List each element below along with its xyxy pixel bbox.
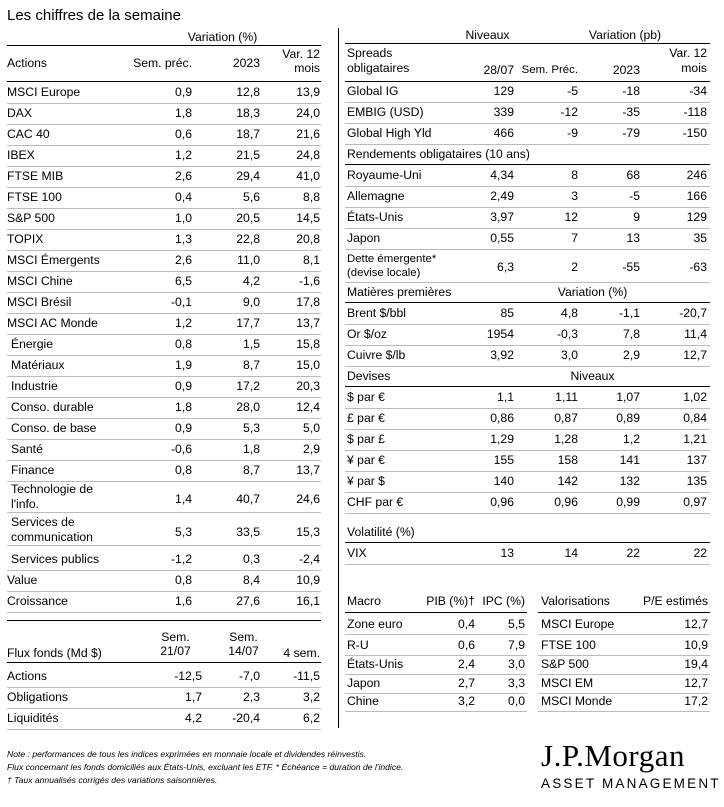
cell-ytd: 5,3 (243, 421, 260, 435)
cell-12m: 20,8 (296, 232, 320, 246)
cell-ytd: 8,4 (243, 573, 260, 587)
cell-week: 8 (571, 168, 578, 182)
row-label: MSCI EM (541, 676, 594, 690)
cell-week: 0,8 (175, 337, 192, 351)
cell-week: 142 (557, 474, 578, 488)
row-label: Zone euro (347, 617, 403, 631)
cell-12m: 13,9 (296, 85, 320, 99)
cell-pe: 10,9 (684, 638, 708, 652)
cell-ytd: 1,8 (243, 442, 260, 456)
cell-12m: -150 (682, 126, 707, 140)
cell-week: -9 (567, 126, 578, 140)
cell-12m: 13,7 (296, 316, 320, 330)
cell-week: 2,6 (175, 253, 192, 267)
cell-12m: 21,6 (296, 127, 320, 141)
jpmorgan-logo (541, 738, 721, 791)
cell-value: 4,2 (185, 711, 202, 725)
row-label: MSCI Monde (541, 694, 613, 708)
cell-week: 2 (571, 260, 578, 274)
cell-12m: -1,6 (298, 274, 320, 288)
row-divider (345, 674, 527, 675)
cell-level: 4,34 (490, 168, 514, 182)
row-label: $ par € (347, 390, 385, 404)
cell-week: 14 (564, 546, 578, 560)
cell-week: 1,9 (175, 358, 192, 372)
cell-ytd: -5 (629, 189, 640, 203)
row-label: FTSE MIB (7, 169, 64, 183)
cell-week: 1,4 (175, 492, 192, 506)
row-label: IBEX (7, 148, 35, 162)
row-label: Services publics (11, 552, 100, 566)
cell-week: 0,96 (554, 495, 578, 509)
cell-week: -0,3 (556, 327, 578, 341)
logo-sub: ASSET MANAGEMENT (541, 776, 721, 791)
cell-12m: 137 (686, 453, 707, 467)
cell-week: -0,1 (170, 295, 192, 309)
valorisations-col-pe: P/E estimés (642, 594, 708, 608)
cell-12m: 24,6 (296, 492, 320, 506)
cell-ytd: 2,9 (623, 348, 640, 362)
col-header-week: Sem. Préc. (521, 64, 578, 76)
cell-ytd: 8,7 (243, 358, 260, 372)
cell-pe: 17,2 (684, 694, 708, 708)
valorisations-col-label: Valorisations (541, 594, 610, 608)
cell-level: 3,97 (490, 210, 514, 224)
cell-12m: 5,0 (303, 421, 320, 435)
cell-week: 2,6 (175, 169, 192, 183)
cell-ytd: 4,2 (243, 274, 260, 288)
cell-level: 2,49 (490, 189, 514, 203)
cell-level: 0,96 (490, 495, 514, 509)
row-label: MSCI Europe (7, 85, 81, 99)
cell-week: 1,28 (554, 432, 578, 446)
spreads-col-label: Spreads obligataires (347, 46, 410, 75)
cell-ytd: 18,7 (236, 127, 260, 141)
row-label: Value (7, 573, 38, 587)
row-label: TOPIX (7, 232, 44, 246)
variation-pb-header: Variation (pb) (588, 28, 662, 42)
cell-12m: 17,8 (296, 295, 320, 309)
cell-ytd: 0,99 (616, 495, 640, 509)
cell-12m: 8,8 (303, 190, 320, 204)
col-header-ytd: 2023 (612, 63, 640, 77)
cell-pib: 2,4 (458, 657, 475, 671)
cell-pib: 3,2 (458, 694, 475, 708)
cell-week: 6,5 (175, 274, 192, 288)
row-label: Services de communication (11, 515, 93, 544)
cell-12m: 20,3 (296, 379, 320, 393)
cell-ytd: 5,6 (243, 190, 260, 204)
cell-ipc: 3,0 (508, 657, 525, 671)
row-label: Allemagne (347, 189, 405, 203)
cell-ytd: -55 (622, 260, 640, 274)
cell-week: 0,9 (175, 379, 192, 393)
row-label: Cuivre $/lb (347, 348, 406, 362)
row-label: Royaume-Uni (347, 168, 422, 182)
cell-ytd: 21,5 (236, 148, 260, 162)
cell-week: 0,9 (175, 85, 192, 99)
cell-ytd: 1,5 (243, 337, 260, 351)
cell-12m: 41,0 (296, 169, 320, 183)
row-label: ¥ par $ (347, 474, 385, 488)
row-divider (345, 634, 527, 635)
cell-week: -5 (567, 84, 578, 98)
cell-week: 1,11 (555, 390, 578, 404)
cell-12m: 12,7 (683, 348, 707, 362)
cell-value: 6,2 (303, 711, 320, 725)
cell-value: -7,0 (238, 669, 260, 683)
cell-value: -12,5 (174, 669, 202, 683)
cell-week: 1,6 (175, 594, 192, 608)
row-label: Chine (347, 694, 379, 708)
col-header-12m: Var. 12 mois (669, 46, 707, 75)
cell-week: 0,6 (175, 127, 192, 141)
cell-12m: 12,4 (296, 400, 320, 414)
row-label: $ par £ (347, 432, 385, 446)
cell-ytd: 20,5 (236, 211, 260, 225)
cell-12m: 24,0 (296, 106, 320, 120)
cell-level: 3,92 (490, 348, 514, 362)
cell-12m: 10,9 (296, 573, 320, 587)
cell-value: -20,4 (232, 711, 260, 725)
cell-level: 339 (493, 105, 514, 119)
footnote: Flux concernant les fonds domiciliés aux États-Unis, excluant les ETF. * Échéance = duration de l'indice. (7, 762, 404, 772)
cell-12m: 135 (686, 474, 707, 488)
cell-ytd: 9,0 (243, 295, 260, 309)
section-header: Matières premières (347, 285, 452, 299)
cell-week: 0,9 (175, 421, 192, 435)
cell-ytd: -1,1 (618, 306, 640, 320)
row-divider (538, 634, 710, 635)
cell-ytd: 141 (619, 453, 640, 467)
cell-week: 3,0 (561, 348, 578, 362)
cell-pib: 2,7 (458, 676, 475, 690)
row-label: R-U (347, 638, 369, 652)
cell-week: 1,8 (175, 400, 192, 414)
flux-col2-header: Sem. 14/07 (228, 630, 259, 658)
actions-col-label: Actions (7, 56, 47, 70)
row-label: £ par € (347, 411, 385, 425)
cell-week: 1,2 (175, 316, 192, 330)
footnotes (7, 748, 403, 787)
row-label: Actions (7, 669, 47, 683)
cell-12m: 2,9 (303, 442, 320, 456)
col-header-level: 28/07 (483, 63, 514, 77)
macro-col-label: Macro (347, 594, 381, 608)
row-label: Dette émergente* (devise locale) (347, 253, 437, 279)
cell-value: 3,2 (303, 690, 320, 704)
divider (345, 612, 527, 613)
cell-12m: 15,3 (296, 525, 320, 539)
cell-ytd: 18,3 (236, 106, 260, 120)
cell-12m: 22 (693, 546, 707, 560)
row-label: Santé (11, 442, 43, 456)
row-label: S&P 500 (7, 211, 55, 225)
variation-group-header: Variation (%) (187, 30, 258, 44)
cell-level: 1,29 (490, 432, 514, 446)
cell-12m: 13,7 (296, 463, 320, 477)
row-label: S&P 500 (541, 657, 589, 671)
cell-12m: 35 (693, 231, 707, 245)
cell-pib: 0,6 (458, 638, 475, 652)
cell-ytd: 22,8 (236, 232, 260, 246)
row-label: Obligations (7, 690, 68, 704)
row-label: Finance (11, 463, 55, 477)
row-label: EMBIG (USD) (347, 105, 424, 119)
cell-12m: 15,0 (296, 358, 320, 372)
row-label: Conso. de base (11, 421, 97, 435)
cell-ytd: 7,8 (623, 327, 640, 341)
cell-level: 466 (493, 126, 514, 140)
cell-12m: 1,02 (683, 390, 707, 404)
footnote: Note : performances de tous les indices exprimées en monnaie locale et dividendes réinvestis. (7, 749, 367, 759)
cell-ytd: 13 (626, 231, 640, 245)
cell-level: 6,3 (497, 260, 514, 274)
row-label: MSCI Émergents (7, 253, 100, 267)
cell-12m: 16,1 (296, 594, 320, 608)
footnote: † Taux annualisés corrigés des variations saisonnières. (7, 775, 218, 785)
cell-value: 2,3 (243, 690, 260, 704)
cell-ytd: 9 (633, 210, 640, 224)
col-header-week: Sem. préc. (133, 56, 192, 70)
row-label: Énergie (11, 337, 54, 351)
cell-week: 1,8 (175, 106, 192, 120)
row-label: Brent $/bbl (347, 306, 406, 320)
cell-ytd: 28,0 (236, 400, 260, 414)
cell-ipc: 0,0 (508, 694, 525, 708)
col-header-ytd: 2023 (232, 56, 260, 70)
row-label: Global High Yld (347, 126, 432, 140)
row-label: États-Unis (347, 657, 404, 671)
cell-ytd: 17,7 (236, 316, 260, 330)
section-header: Rendements obligataires (10 ans) (347, 147, 530, 161)
row-label: MSCI Europe (541, 617, 615, 631)
cell-week: 7 (571, 231, 578, 245)
cell-week: 0,8 (175, 573, 192, 587)
row-label: CAC 40 (7, 127, 50, 141)
cell-ytd: 11,0 (237, 253, 260, 267)
cell-ytd: 1,2 (623, 432, 640, 446)
cell-level: 155 (493, 453, 514, 467)
cell-ipc: 3,3 (508, 676, 525, 690)
row-label: FTSE 100 (7, 190, 62, 204)
cell-ytd: 1,07 (616, 390, 640, 404)
macro-col-ipc: IPC (%) (482, 594, 525, 608)
row-label: Japon (347, 676, 381, 690)
niveaux-header: Niveaux (465, 28, 510, 42)
cell-week: 0,87 (554, 411, 578, 425)
row-label: DAX (7, 106, 33, 120)
cell-12m: 15,8 (296, 337, 320, 351)
section-sub: Variation (%) (557, 285, 628, 299)
row-label: Technologie de l'info. (11, 482, 93, 511)
cell-ipc: 5,5 (508, 617, 525, 631)
cell-week: -12 (560, 105, 578, 119)
row-label: Matériaux (11, 358, 65, 372)
row-label: MSCI AC Monde (7, 316, 98, 330)
cell-week: -0,6 (170, 442, 192, 456)
cell-ytd: 12,8 (236, 85, 260, 99)
cell-ytd: -35 (622, 105, 640, 119)
cell-level: 85 (500, 306, 514, 320)
row-label: ¥ par € (347, 453, 385, 467)
cell-ytd: 40,7 (236, 492, 260, 506)
macro-col-pib: PIB (%)† (426, 594, 475, 608)
cell-week: 12 (564, 210, 578, 224)
cell-ytd: 132 (619, 474, 640, 488)
cell-ytd: -18 (622, 84, 640, 98)
cell-12m: 0,84 (683, 411, 707, 425)
flux-col-label: Flux fonds (Md $) (7, 646, 102, 660)
row-label: MSCI Brésil (7, 295, 72, 309)
cell-week: -1,2 (170, 552, 192, 566)
cell-week: 5,3 (175, 525, 192, 539)
row-divider (538, 711, 710, 712)
divider (538, 612, 710, 613)
section-header: Volatilité (%) (347, 525, 415, 539)
row-label: Liquidités (7, 711, 59, 725)
cell-pe: 12,7 (684, 676, 708, 690)
cell-ytd: 0,3 (243, 552, 260, 566)
cell-pib: 0,4 (458, 617, 475, 631)
page-title: Les chiffres de la semaine (7, 7, 181, 24)
cell-ytd: 68 (626, 168, 640, 182)
cell-12m: 0,97 (683, 495, 707, 509)
section-sub: Niveaux (570, 369, 615, 383)
cell-ytd: 33,5 (236, 525, 260, 539)
cell-12m: -2,4 (298, 552, 320, 566)
cell-value: 1,7 (185, 690, 202, 704)
cell-level: 1954 (486, 327, 514, 341)
cell-12m: 24,8 (296, 148, 320, 162)
row-divider (538, 674, 710, 675)
cell-ytd: 0,89 (616, 411, 640, 425)
cell-pe: 12,7 (684, 617, 708, 631)
cell-week: 0,8 (175, 463, 192, 477)
cell-ytd: 17,2 (236, 379, 260, 393)
row-label: FTSE 100 (541, 638, 596, 652)
row-divider (345, 655, 527, 656)
cell-week: 3 (571, 189, 578, 203)
cell-12m: 129 (686, 210, 707, 224)
cell-level: 13 (500, 546, 514, 560)
section-header: Devises (347, 369, 391, 383)
row-label: Conso. durable (11, 400, 94, 414)
row-label: Global IG (347, 84, 399, 98)
cell-12m: 1,21 (683, 432, 707, 446)
col-header-12m: Var. 12 mois (282, 47, 320, 75)
cell-ytd: 8,7 (243, 463, 260, 477)
cell-level: 0,55 (490, 231, 514, 245)
cell-week: 0,4 (175, 190, 192, 204)
cell-12m: -34 (689, 84, 707, 98)
cell-level: 1,1 (497, 390, 514, 404)
cell-week: 1,3 (175, 232, 192, 246)
row-label: Japon (347, 231, 381, 245)
row-divider (345, 711, 527, 712)
cell-12m: 246 (686, 168, 707, 182)
cell-pe: 19,4 (684, 657, 708, 671)
flux-col1-header: Sem. 21/07 (160, 630, 191, 658)
cell-week: 1,2 (175, 148, 192, 162)
cell-12m: 8,1 (303, 253, 320, 267)
cell-ytd: -79 (622, 126, 640, 140)
cell-12m: -63 (689, 260, 707, 274)
cell-12m: -20,7 (679, 306, 707, 320)
cell-ytd: 22 (626, 546, 640, 560)
cell-ytd: 29,4 (236, 169, 260, 183)
cell-week: 158 (557, 453, 578, 467)
cell-value: -11,5 (293, 669, 320, 683)
row-label: Industrie (11, 379, 58, 393)
row-label: Croissance (7, 594, 68, 608)
cell-level: 0,86 (490, 411, 514, 425)
cell-ipc: 7,9 (508, 638, 525, 652)
cell-level: 140 (493, 474, 514, 488)
row-label: Or $/oz (347, 327, 387, 341)
flux-col3-header: 4 sem. (283, 646, 320, 660)
row-label: MSCI Chine (7, 274, 73, 288)
cell-12m: 11,4 (684, 327, 707, 341)
cell-12m: 166 (686, 189, 707, 203)
row-label: VIX (347, 546, 367, 560)
cell-level: 129 (493, 84, 514, 98)
row-label: États-Unis (347, 210, 404, 224)
cell-ytd: 27,6 (236, 594, 260, 608)
logo-brand: J.P.Morgan (541, 738, 685, 773)
row-divider (538, 655, 710, 656)
row-label: CHF par € (347, 495, 404, 509)
cell-12m: 14,5 (296, 211, 320, 225)
cell-week: 4,8 (561, 306, 578, 320)
cell-week: 1,0 (175, 211, 192, 225)
cell-12m: -118 (683, 105, 707, 119)
